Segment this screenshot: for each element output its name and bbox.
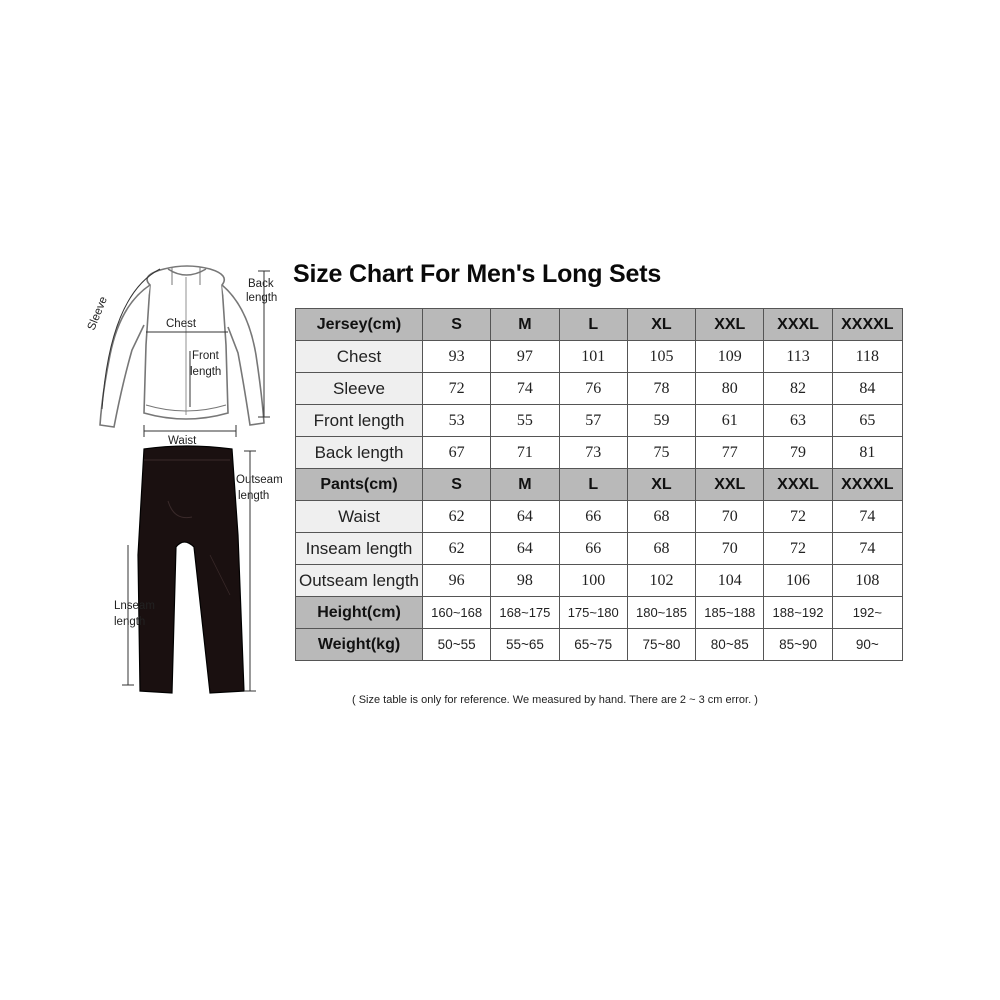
table-cell: 185~188	[696, 597, 764, 629]
table-cell: 72	[764, 533, 832, 565]
size-header-cell: L	[559, 309, 627, 341]
table-row	[296, 501, 903, 533]
table-cell: 55	[491, 405, 559, 437]
table-cell: 108	[832, 565, 902, 597]
back-length-label-1: Back	[248, 278, 274, 290]
table-cell: 188~192	[764, 597, 832, 629]
table-cell: 72	[764, 501, 832, 533]
table-cell: 59	[627, 405, 695, 437]
table-cell: 74	[491, 373, 559, 405]
table-cell: 96	[423, 565, 491, 597]
row-label: Chest	[296, 341, 423, 373]
table-cell: 62	[423, 533, 491, 565]
table-cell: 84	[832, 373, 902, 405]
row-label: Sleeve	[296, 373, 423, 405]
inseam-length-label-1: Lnseam	[114, 600, 155, 612]
table-cell: 106	[764, 565, 832, 597]
table-cell: 62	[423, 501, 491, 533]
table-cell: 82	[764, 373, 832, 405]
inseam-length-label-2: length	[114, 616, 146, 628]
table-cell: 76	[559, 373, 627, 405]
table-cell: 65	[832, 405, 902, 437]
pants-header-row	[296, 469, 903, 501]
row-label: Waist	[296, 501, 423, 533]
size-header-cell: M	[491, 469, 559, 501]
outseam-length-label-1: Outseam	[236, 474, 283, 486]
size-header-cell: XXXL	[764, 469, 832, 501]
table-cell: 160~168	[423, 597, 491, 629]
table-cell: 61	[696, 405, 764, 437]
table-cell: 168~175	[491, 597, 559, 629]
table-cell: 90~	[832, 629, 902, 661]
height-row	[296, 597, 903, 629]
table-cell: 192~	[832, 597, 902, 629]
row-label: Back length	[296, 437, 423, 469]
table-cell: 74	[832, 533, 902, 565]
size-header-cell: S	[423, 469, 491, 501]
table-cell: 104	[696, 565, 764, 597]
table-cell: 66	[559, 501, 627, 533]
jersey-header: Jersey(cm)	[296, 309, 423, 341]
size-header-cell: XXXXL	[832, 469, 902, 501]
garment-illustration	[80, 255, 295, 700]
size-header-cell: XXL	[696, 469, 764, 501]
table-cell: 67	[423, 437, 491, 469]
size-header-cell: XXL	[696, 309, 764, 341]
back-length-label-2: length	[246, 292, 278, 304]
table-row	[296, 405, 903, 437]
table-cell: 73	[559, 437, 627, 469]
table-cell: 75	[627, 437, 695, 469]
table-cell: 70	[696, 533, 764, 565]
chest-label: Chest	[166, 318, 197, 330]
pants-header: Pants(cm)	[296, 469, 423, 501]
table-cell: 70	[696, 501, 764, 533]
size-header-cell: M	[491, 309, 559, 341]
chart-title: Size Chart For Men's Long Sets	[293, 260, 662, 288]
size-table	[295, 308, 903, 661]
front-length-label-2: length	[190, 366, 222, 378]
table-cell: 66	[559, 533, 627, 565]
weight-label: Weight(kg)	[296, 629, 423, 661]
table-cell: 68	[627, 501, 695, 533]
table-row	[296, 565, 903, 597]
size-header-cell: S	[423, 309, 491, 341]
table-cell: 77	[696, 437, 764, 469]
table-cell: 102	[627, 565, 695, 597]
table-cell: 80~85	[696, 629, 764, 661]
size-header-cell: XL	[627, 309, 695, 341]
table-cell: 85~90	[764, 629, 832, 661]
table-cell: 97	[491, 341, 559, 373]
table-cell: 53	[423, 405, 491, 437]
row-label: Inseam length	[296, 533, 423, 565]
weight-row	[296, 629, 903, 661]
front-length-label-1: Front	[192, 350, 219, 362]
table-row	[296, 533, 903, 565]
table-cell: 98	[491, 565, 559, 597]
table-cell: 64	[491, 501, 559, 533]
outseam-length-label-2: length	[238, 490, 270, 502]
size-header-cell: XXXL	[764, 309, 832, 341]
pants-drawing	[138, 446, 244, 693]
row-label: Outseam length	[296, 565, 423, 597]
jersey-drawing	[100, 266, 264, 427]
measurement-footnote: ( Size table is only for reference. We measured by hand. There are 2 ~ 3 cm error. )	[352, 694, 758, 706]
size-header-cell: XL	[627, 469, 695, 501]
waist-label: Waist	[168, 435, 197, 447]
table-cell: 100	[559, 565, 627, 597]
table-row	[296, 341, 903, 373]
table-cell: 72	[423, 373, 491, 405]
table-cell: 55~65	[491, 629, 559, 661]
table-cell: 93	[423, 341, 491, 373]
size-header-cell: XXXXL	[832, 309, 902, 341]
height-label: Height(cm)	[296, 597, 423, 629]
table-cell: 79	[764, 437, 832, 469]
table-cell: 65~75	[559, 629, 627, 661]
size-header-cell: L	[559, 469, 627, 501]
table-cell: 50~55	[423, 629, 491, 661]
table-cell: 101	[559, 341, 627, 373]
sleeve-label: Sleeve	[85, 295, 110, 333]
table-cell: 64	[491, 533, 559, 565]
jersey-header-row	[296, 309, 903, 341]
table-cell: 57	[559, 405, 627, 437]
table-row	[296, 437, 903, 469]
table-cell: 113	[764, 341, 832, 373]
table-cell: 81	[832, 437, 902, 469]
table-cell: 75~80	[627, 629, 695, 661]
table-cell: 118	[832, 341, 902, 373]
table-cell: 78	[627, 373, 695, 405]
table-cell: 63	[764, 405, 832, 437]
table-cell: 109	[696, 341, 764, 373]
table-cell: 180~185	[627, 597, 695, 629]
table-cell: 68	[627, 533, 695, 565]
table-cell: 80	[696, 373, 764, 405]
table-cell: 105	[627, 341, 695, 373]
table-cell: 74	[832, 501, 902, 533]
table-cell: 71	[491, 437, 559, 469]
table-cell: 175~180	[559, 597, 627, 629]
table-row	[296, 373, 903, 405]
row-label: Front length	[296, 405, 423, 437]
